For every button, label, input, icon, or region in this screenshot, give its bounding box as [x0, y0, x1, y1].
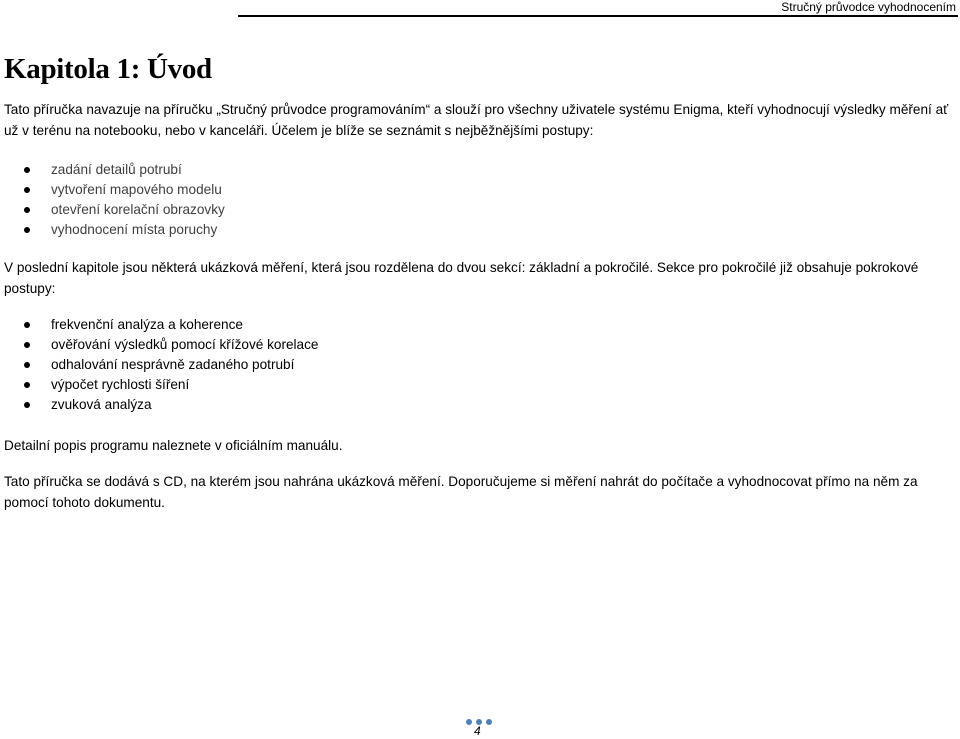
- chapter-title: Kapitola 1: Úvod: [4, 53, 212, 85]
- list-item: [0, 200, 225, 220]
- list-item: [0, 180, 225, 200]
- list-item-text: zvuková analýza: [51, 397, 152, 412]
- list-item-text: vyhodnocení místa poruchy: [51, 222, 218, 237]
- list-item: [0, 395, 318, 415]
- cd-paragraph: Tato příručka se dodává s CD, na kterém jsou nahrána ukázková měření. Doporučujeme si měření nahrát do počítače a vyhodnocovat přímo na něm za pomocí tohoto dokumentu.: [4, 474, 918, 510]
- page-number: 4: [474, 724, 481, 738]
- list-item: [0, 355, 318, 375]
- list-item-text: otevření korelační obrazovky: [51, 202, 225, 217]
- list-item-text: odhalování nesprávně zadaného potrubí: [51, 357, 295, 372]
- bullet-icon: [24, 167, 30, 173]
- list-item: [0, 375, 318, 395]
- list-item: [0, 315, 318, 335]
- list-item-text: frekvenční analýza a koherence: [51, 317, 243, 332]
- basic-steps-list: [0, 160, 225, 240]
- advanced-steps-list: [0, 315, 318, 415]
- list-item: [0, 335, 318, 355]
- bullet-icon: [24, 187, 30, 193]
- intro-paragraph: Tato příručka navazuje na příručku „Stručný průvodce programováním“ a slouží pro všechny uživatele systému Enigma, kteří vyhodnocují výsledky měření ať už v terénu na notebooku, nebo v kanceláři. Účelem je blíže se seznámit s nejběžnějšími postupy:: [4, 102, 949, 138]
- list-item-text: ověřování výsledků pomocí křížové korelace: [51, 337, 319, 352]
- footer-dot-icon: [466, 719, 472, 725]
- bullet-icon: [24, 342, 30, 348]
- list-item: [0, 220, 225, 240]
- footer-dots-ornament: [466, 719, 496, 727]
- bullet-icon: [24, 402, 30, 408]
- bullet-icon: [24, 227, 30, 233]
- list-item: [0, 160, 225, 180]
- bullet-icon: [24, 207, 30, 213]
- bullet-icon: [24, 382, 30, 388]
- sections-paragraph: V poslední kapitole jsou některá ukázková měření, která jsou rozdělena do dvou sekcí: základní a pokročilé. Sekce pro pokročilé již obsahuje pokrokové postupy:: [4, 260, 919, 296]
- bullet-icon: [24, 322, 30, 328]
- list-item-text: zadání detailů potrubí: [51, 162, 182, 177]
- footer-dot-icon: [486, 719, 492, 725]
- manual-paragraph: Detailní popis programu naleznete v oficiálním manuálu.: [4, 438, 343, 453]
- bullet-icon: [24, 362, 30, 368]
- running-header: Stručný průvodce vyhodnocením: [781, 0, 956, 14]
- header-rule: [238, 15, 958, 17]
- list-item-text: výpočet rychlosti šíření: [51, 377, 190, 392]
- list-item-text: vytvoření mapového modelu: [51, 182, 222, 197]
